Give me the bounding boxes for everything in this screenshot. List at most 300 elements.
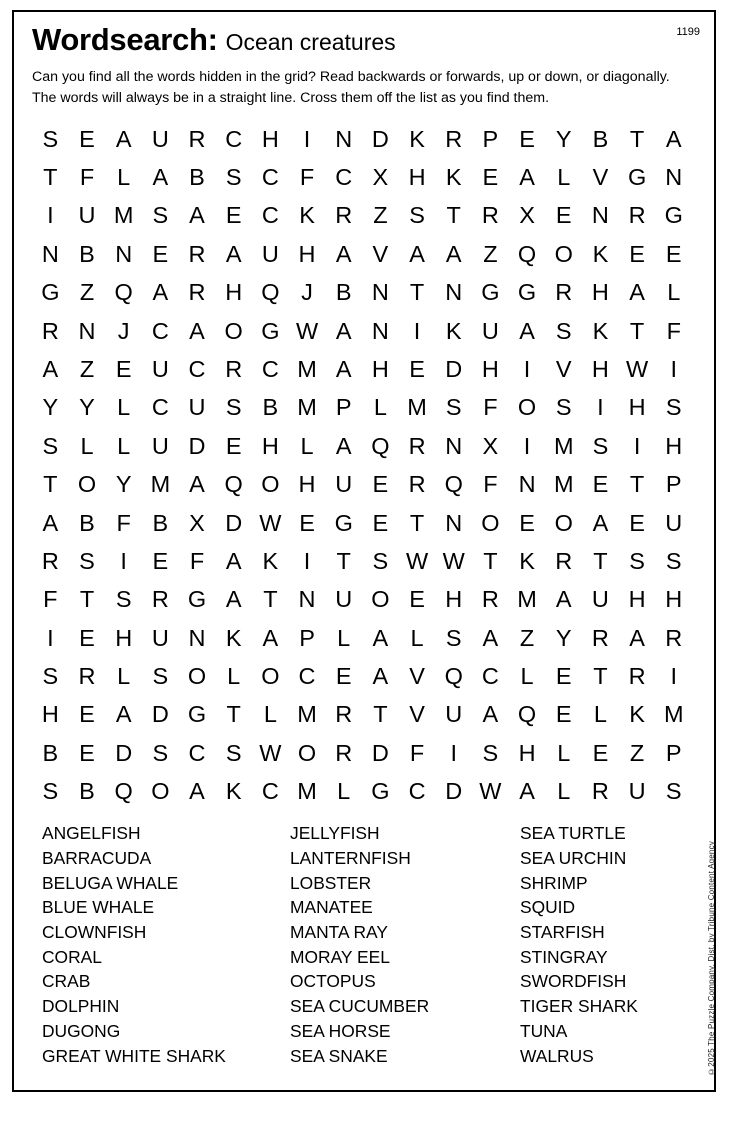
grid-cell[interactable]: E bbox=[665, 240, 682, 267]
grid-cell[interactable]: N bbox=[591, 202, 609, 229]
grid-cell[interactable]: U bbox=[628, 778, 646, 805]
grid-cell[interactable]: T bbox=[43, 164, 58, 191]
grid-cell[interactable]: I bbox=[47, 202, 54, 229]
grid-cell[interactable]: Y bbox=[79, 394, 95, 421]
grid-cell[interactable]: R bbox=[481, 586, 499, 613]
grid-cell[interactable]: S bbox=[79, 547, 95, 574]
grid-cell[interactable]: I bbox=[523, 355, 531, 382]
grid-cell[interactable]: C bbox=[408, 778, 426, 805]
grid-cell[interactable]: T bbox=[629, 471, 645, 498]
word-list-item[interactable]: DOLPHIN bbox=[42, 996, 120, 1017]
grid-cell[interactable]: N bbox=[371, 279, 389, 306]
grid-cell[interactable]: A bbox=[189, 778, 205, 805]
grid-cell[interactable]: L bbox=[117, 663, 131, 690]
word-list-item[interactable]: TIGER SHARK bbox=[520, 996, 638, 1017]
grid-cell[interactable]: A bbox=[592, 509, 609, 536]
grid-cell[interactable]: V bbox=[409, 701, 425, 728]
grid-cell[interactable]: K bbox=[592, 317, 609, 344]
grid-cell[interactable]: E bbox=[152, 547, 169, 574]
grid-cell[interactable]: G bbox=[187, 701, 207, 728]
grid-cell[interactable]: S bbox=[152, 663, 169, 690]
word-list-item[interactable]: SHRIMP bbox=[520, 872, 588, 893]
word-list-item[interactable]: MANATEE bbox=[290, 897, 373, 918]
grid-cell[interactable]: L bbox=[337, 778, 351, 805]
grid-cell[interactable]: A bbox=[225, 586, 242, 613]
grid-cell[interactable]: O bbox=[554, 509, 573, 536]
grid-cell[interactable]: R bbox=[408, 432, 426, 459]
grid-cell[interactable]: R bbox=[408, 471, 426, 498]
grid-cell[interactable]: L bbox=[667, 279, 681, 306]
grid-cell[interactable]: H bbox=[665, 432, 683, 459]
grid-cell[interactable]: B bbox=[189, 164, 205, 191]
grid-cell[interactable]: W bbox=[295, 317, 319, 344]
grid-cell[interactable]: Q bbox=[517, 701, 537, 728]
grid-cell[interactable]: A bbox=[519, 164, 535, 191]
grid-cell[interactable]: L bbox=[227, 663, 241, 690]
grid-cell[interactable]: C bbox=[481, 663, 499, 690]
grid-cell[interactable]: T bbox=[43, 471, 58, 498]
grid-cell[interactable]: S bbox=[115, 586, 132, 613]
grid-cell[interactable]: S bbox=[42, 663, 59, 690]
grid-cell[interactable]: M bbox=[553, 432, 574, 459]
grid-cell[interactable]: R bbox=[481, 202, 499, 229]
grid-cell[interactable]: D bbox=[445, 355, 463, 382]
word-list-item[interactable]: MANTA RAY bbox=[290, 922, 388, 943]
grid-cell[interactable]: E bbox=[152, 240, 169, 267]
grid-cell[interactable]: I bbox=[633, 432, 641, 459]
grid-cell[interactable]: Q bbox=[114, 778, 133, 805]
grid-cell[interactable]: U bbox=[445, 701, 463, 728]
grid-cell[interactable]: F bbox=[483, 394, 498, 421]
word-list-item[interactable]: DUGONG bbox=[42, 1020, 121, 1041]
grid-cell[interactable]: E bbox=[629, 240, 645, 267]
grid-cell[interactable]: T bbox=[409, 509, 425, 536]
grid-cell[interactable]: J bbox=[301, 279, 313, 306]
grid-cell[interactable]: A bbox=[372, 624, 389, 651]
grid-cell[interactable]: A bbox=[482, 624, 499, 651]
grid-cell[interactable]: T bbox=[629, 317, 645, 344]
grid-cell[interactable]: B bbox=[262, 394, 279, 421]
grid-cell[interactable]: P bbox=[335, 394, 352, 421]
grid-cell[interactable]: R bbox=[445, 125, 463, 152]
grid-cell[interactable]: R bbox=[555, 547, 573, 574]
word-list-item[interactable]: OCTOPUS bbox=[290, 971, 376, 992]
grid-cell[interactable]: S bbox=[152, 202, 169, 229]
grid-cell[interactable]: H bbox=[481, 355, 499, 382]
grid-cell[interactable]: L bbox=[117, 164, 131, 191]
grid-cell[interactable]: K bbox=[629, 701, 645, 728]
grid-cell[interactable]: E bbox=[372, 471, 389, 498]
grid-cell[interactable]: E bbox=[79, 739, 95, 766]
grid-cell[interactable]: E bbox=[299, 509, 315, 536]
grid-cell[interactable]: A bbox=[189, 471, 205, 498]
grid-cell[interactable]: P bbox=[665, 739, 682, 766]
grid-cell[interactable]: W bbox=[259, 739, 282, 766]
grid-cell[interactable]: E bbox=[519, 125, 535, 152]
grid-cell[interactable]: A bbox=[225, 240, 242, 267]
grid-cell[interactable]: E bbox=[409, 355, 425, 382]
grid-cell[interactable]: H bbox=[445, 586, 463, 613]
grid-cell[interactable]: Z bbox=[519, 624, 535, 651]
grid-cell[interactable]: H bbox=[298, 471, 316, 498]
word-list-item[interactable]: STINGRAY bbox=[520, 946, 608, 967]
grid-cell[interactable]: S bbox=[225, 394, 242, 421]
grid-cell[interactable]: C bbox=[188, 739, 206, 766]
grid-cell[interactable]: A bbox=[335, 317, 352, 344]
grid-cell[interactable]: E bbox=[79, 701, 95, 728]
grid-cell[interactable]: R bbox=[591, 778, 609, 805]
grid-cell[interactable]: S bbox=[665, 778, 682, 805]
grid-cell[interactable]: S bbox=[592, 432, 609, 459]
grid-cell[interactable]: V bbox=[592, 164, 609, 191]
grid-cell[interactable]: A bbox=[42, 355, 59, 382]
grid-cell[interactable]: B bbox=[79, 509, 95, 536]
grid-cell[interactable]: F bbox=[79, 164, 95, 191]
word-list-item[interactable]: LANTERNFISH bbox=[290, 847, 411, 868]
grid-cell[interactable]: B bbox=[79, 778, 95, 805]
grid-cell[interactable]: S bbox=[42, 125, 59, 152]
grid-cell[interactable]: H bbox=[628, 586, 646, 613]
grid-cell[interactable]: A bbox=[335, 240, 352, 267]
word-list-item[interactable]: ANGELFISH bbox=[42, 823, 141, 844]
grid-cell[interactable]: U bbox=[481, 317, 499, 344]
grid-cell[interactable]: E bbox=[482, 164, 499, 191]
grid-cell[interactable]: C bbox=[261, 355, 279, 382]
grid-cell[interactable]: P bbox=[482, 125, 499, 152]
grid-cell[interactable]: G bbox=[41, 279, 60, 306]
grid-cell[interactable]: Q bbox=[371, 432, 390, 459]
grid-cell[interactable]: Q bbox=[261, 279, 280, 306]
grid-cell[interactable]: U bbox=[591, 586, 609, 613]
grid-cell[interactable]: E bbox=[555, 202, 572, 229]
grid-cell[interactable]: K bbox=[299, 202, 315, 229]
grid-cell[interactable]: X bbox=[189, 509, 205, 536]
grid-cell[interactable]: E bbox=[372, 509, 389, 536]
grid-cell[interactable]: H bbox=[591, 355, 609, 382]
grid-cell[interactable]: S bbox=[445, 624, 462, 651]
grid-cell[interactable]: H bbox=[408, 164, 426, 191]
grid-cell[interactable]: T bbox=[483, 547, 498, 574]
grid-cell[interactable]: S bbox=[665, 547, 682, 574]
grid-cell[interactable]: E bbox=[115, 355, 132, 382]
grid-cell[interactable]: N bbox=[371, 317, 389, 344]
word-list-item[interactable]: SEA CUCUMBER bbox=[290, 996, 430, 1017]
grid-cell[interactable]: X bbox=[372, 164, 389, 191]
grid-cell[interactable]: D bbox=[115, 739, 133, 766]
grid-cell[interactable]: M bbox=[553, 471, 574, 498]
grid-cell[interactable]: U bbox=[188, 394, 206, 421]
grid-cell[interactable]: Q bbox=[444, 471, 463, 498]
grid-cell[interactable]: T bbox=[409, 279, 425, 306]
grid-cell[interactable]: K bbox=[445, 164, 462, 191]
grid-cell[interactable]: H bbox=[225, 279, 243, 306]
grid-cell[interactable]: B bbox=[152, 509, 169, 536]
grid-cell[interactable]: R bbox=[665, 624, 683, 651]
grid-cell[interactable]: M bbox=[663, 701, 684, 728]
grid-cell[interactable]: W bbox=[442, 547, 465, 574]
grid-cell[interactable]: H bbox=[371, 355, 389, 382]
grid-cell[interactable]: M bbox=[407, 394, 427, 421]
grid-cell[interactable]: Y bbox=[42, 394, 59, 421]
word-list-item[interactable]: MORAY EEL bbox=[290, 946, 390, 967]
word-list-item[interactable]: LOBSTER bbox=[290, 872, 372, 893]
grid-cell[interactable]: G bbox=[664, 202, 683, 229]
grid-cell[interactable]: I bbox=[303, 547, 311, 574]
grid-cell[interactable]: E bbox=[335, 663, 352, 690]
grid-cell[interactable]: F bbox=[299, 164, 315, 191]
grid-cell[interactable]: R bbox=[335, 202, 353, 229]
grid-cell[interactable]: Z bbox=[79, 355, 95, 382]
grid-cell[interactable]: E bbox=[629, 509, 645, 536]
grid-cell[interactable]: N bbox=[445, 509, 463, 536]
word-list-item[interactable]: BELUGA WHALE bbox=[42, 872, 179, 893]
grid-cell[interactable]: W bbox=[405, 547, 429, 574]
grid-cell[interactable]: S bbox=[225, 739, 242, 766]
grid-cell[interactable]: A bbox=[629, 279, 645, 306]
grid-cell[interactable]: L bbox=[557, 164, 571, 191]
grid-cell[interactable]: U bbox=[78, 202, 96, 229]
grid-cell[interactable]: Q bbox=[114, 279, 133, 306]
grid-cell[interactable]: C bbox=[298, 663, 316, 690]
grid-cell[interactable]: M bbox=[297, 394, 317, 421]
grid-cell[interactable]: G bbox=[261, 317, 280, 344]
grid-cell[interactable]: M bbox=[113, 202, 134, 229]
grid-cell[interactable]: G bbox=[517, 279, 537, 306]
grid-cell[interactable]: E bbox=[592, 471, 609, 498]
word-list-item[interactable]: SEA TURTLE bbox=[520, 823, 626, 844]
grid-cell[interactable]: A bbox=[372, 663, 389, 690]
grid-cell[interactable]: A bbox=[42, 509, 59, 536]
grid-cell[interactable]: C bbox=[151, 317, 169, 344]
grid-cell[interactable]: L bbox=[593, 701, 607, 728]
word-list-item[interactable]: CRAB bbox=[42, 971, 91, 992]
grid-cell[interactable]: H bbox=[298, 240, 316, 267]
grid-cell[interactable]: A bbox=[152, 164, 169, 191]
grid-cell[interactable]: U bbox=[151, 432, 169, 459]
grid-cell[interactable]: G bbox=[481, 279, 500, 306]
grid-cell[interactable]: O bbox=[554, 240, 573, 267]
grid-cell[interactable]: D bbox=[371, 739, 389, 766]
letter-grid[interactable] bbox=[32, 120, 692, 811]
grid-cell[interactable]: N bbox=[445, 432, 463, 459]
grid-cell[interactable]: R bbox=[225, 355, 243, 382]
grid-cell[interactable]: A bbox=[519, 317, 535, 344]
grid-cell[interactable]: A bbox=[189, 202, 205, 229]
grid-cell[interactable]: Z bbox=[483, 240, 498, 267]
grid-cell[interactable]: R bbox=[188, 240, 206, 267]
grid-cell[interactable]: T bbox=[593, 663, 608, 690]
grid-cell[interactable]: Z bbox=[373, 202, 388, 229]
grid-cell[interactable]: C bbox=[261, 202, 279, 229]
grid-cell[interactable]: K bbox=[262, 547, 279, 574]
grid-cell[interactable]: U bbox=[335, 586, 353, 613]
grid-cell[interactable]: X bbox=[519, 202, 535, 229]
grid-cell[interactable]: L bbox=[557, 778, 571, 805]
grid-cell[interactable]: O bbox=[261, 663, 280, 690]
grid-cell[interactable]: V bbox=[372, 240, 389, 267]
grid-cell[interactable]: O bbox=[187, 663, 207, 690]
grid-cell[interactable]: J bbox=[117, 317, 130, 344]
grid-cell[interactable]: S bbox=[555, 394, 572, 421]
grid-cell[interactable]: L bbox=[557, 739, 571, 766]
grid-cell[interactable]: A bbox=[115, 125, 132, 152]
grid-cell[interactable]: C bbox=[335, 164, 353, 191]
grid-cell[interactable]: I bbox=[413, 317, 421, 344]
word-list-item[interactable]: SWORDFISH bbox=[520, 971, 627, 992]
grid-cell[interactable]: E bbox=[555, 663, 572, 690]
grid-cell[interactable]: I bbox=[303, 125, 311, 152]
grid-cell[interactable]: N bbox=[665, 164, 683, 191]
grid-cell[interactable]: S bbox=[42, 778, 59, 805]
grid-cell[interactable]: U bbox=[151, 125, 169, 152]
grid-cell[interactable]: G bbox=[187, 586, 207, 613]
grid-cell[interactable]: F bbox=[116, 509, 131, 536]
grid-cell[interactable]: L bbox=[80, 432, 94, 459]
grid-cell[interactable]: Y bbox=[555, 624, 572, 651]
grid-cell[interactable]: S bbox=[555, 317, 572, 344]
grid-cell[interactable]: L bbox=[373, 394, 387, 421]
grid-cell[interactable]: I bbox=[523, 432, 531, 459]
grid-cell[interactable]: E bbox=[225, 432, 242, 459]
grid-cell[interactable]: H bbox=[115, 624, 133, 651]
grid-cell[interactable]: H bbox=[261, 432, 279, 459]
grid-cell[interactable]: T bbox=[446, 202, 461, 229]
word-list-item[interactable]: CLOWNFISH bbox=[42, 922, 147, 943]
grid-cell[interactable]: U bbox=[261, 240, 279, 267]
grid-cell[interactable]: E bbox=[519, 509, 535, 536]
grid-cell[interactable]: R bbox=[41, 317, 59, 344]
word-list-item[interactable]: JELLYFISH bbox=[290, 823, 380, 844]
grid-cell[interactable]: S bbox=[225, 164, 242, 191]
grid-cell[interactable]: H bbox=[41, 701, 59, 728]
grid-cell[interactable]: F bbox=[189, 547, 205, 574]
grid-cell[interactable]: Z bbox=[79, 279, 95, 306]
grid-cell[interactable]: A bbox=[262, 624, 279, 651]
grid-cell[interactable]: P bbox=[665, 471, 682, 498]
grid-cell[interactable]: C bbox=[225, 125, 243, 152]
grid-cell[interactable]: R bbox=[628, 202, 646, 229]
grid-cell[interactable]: O bbox=[224, 317, 243, 344]
grid-cell[interactable]: V bbox=[555, 355, 572, 382]
word-list-item[interactable]: WALRUS bbox=[520, 1045, 594, 1066]
grid-cell[interactable]: T bbox=[593, 547, 608, 574]
grid-cell[interactable]: K bbox=[519, 547, 535, 574]
word-list-item[interactable]: CORAL bbox=[42, 946, 102, 967]
word-list-item[interactable]: SEA SNAKE bbox=[290, 1045, 388, 1066]
grid-cell[interactable]: W bbox=[625, 355, 649, 382]
grid-cell[interactable]: R bbox=[628, 663, 646, 690]
grid-cell[interactable]: E bbox=[409, 586, 425, 613]
grid-cell[interactable]: S bbox=[372, 547, 389, 574]
grid-cell[interactable]: O bbox=[151, 778, 170, 805]
grid-cell[interactable]: A bbox=[445, 240, 462, 267]
grid-cell[interactable]: Y bbox=[555, 125, 572, 152]
word-list-item[interactable]: SEA HORSE bbox=[290, 1020, 391, 1041]
grid-cell[interactable]: A bbox=[115, 701, 132, 728]
grid-cell[interactable]: S bbox=[42, 432, 59, 459]
grid-cell[interactable]: T bbox=[629, 125, 645, 152]
grid-cell[interactable]: N bbox=[518, 471, 536, 498]
grid-cell[interactable]: T bbox=[79, 586, 95, 613]
grid-cell[interactable]: T bbox=[226, 701, 241, 728]
grid-cell[interactable]: A bbox=[519, 778, 535, 805]
grid-cell[interactable]: U bbox=[151, 624, 169, 651]
grid-cell[interactable]: G bbox=[627, 164, 647, 191]
grid-cell[interactable]: N bbox=[335, 125, 353, 152]
grid-cell[interactable]: R bbox=[41, 547, 59, 574]
grid-cell[interactable]: L bbox=[117, 394, 131, 421]
grid-cell[interactable]: S bbox=[665, 394, 682, 421]
grid-cell[interactable]: S bbox=[482, 739, 499, 766]
grid-cell[interactable]: R bbox=[78, 663, 96, 690]
grid-cell[interactable]: C bbox=[261, 164, 279, 191]
grid-cell[interactable]: M bbox=[297, 355, 317, 382]
grid-cell[interactable]: F bbox=[666, 317, 681, 344]
grid-cell[interactable]: E bbox=[79, 624, 95, 651]
word-list-item[interactable]: BLUE WHALE bbox=[42, 897, 155, 918]
grid-cell[interactable]: H bbox=[261, 125, 279, 152]
grid-cell[interactable]: I bbox=[597, 394, 604, 421]
grid-cell[interactable]: V bbox=[409, 663, 425, 690]
grid-cell[interactable]: R bbox=[335, 739, 353, 766]
word-list-item[interactable]: GREAT WHITE SHARK bbox=[42, 1045, 226, 1066]
grid-cell[interactable]: E bbox=[225, 202, 242, 229]
grid-cell[interactable]: O bbox=[371, 586, 390, 613]
word-list-item[interactable]: SEA URCHIN bbox=[520, 847, 627, 868]
grid-cell[interactable]: D bbox=[151, 701, 169, 728]
grid-cell[interactable]: B bbox=[42, 739, 59, 766]
grid-cell[interactable]: L bbox=[263, 701, 277, 728]
grid-cell[interactable]: Z bbox=[629, 739, 645, 766]
grid-cell[interactable]: H bbox=[665, 586, 683, 613]
grid-cell[interactable]: A bbox=[225, 547, 242, 574]
grid-cell[interactable]: O bbox=[77, 471, 97, 498]
grid-cell[interactable]: O bbox=[297, 739, 317, 766]
grid-cell[interactable]: A bbox=[665, 125, 682, 152]
grid-cell[interactable]: S bbox=[152, 739, 169, 766]
grid-cell[interactable]: N bbox=[41, 240, 59, 267]
grid-cell[interactable]: S bbox=[445, 394, 462, 421]
grid-cell[interactable]: T bbox=[263, 586, 278, 613]
grid-cell[interactable]: A bbox=[555, 586, 572, 613]
grid-cell[interactable]: M bbox=[517, 586, 537, 613]
grid-cell[interactable]: I bbox=[670, 355, 678, 382]
grid-cell[interactable]: E bbox=[79, 125, 95, 152]
word-list-item[interactable]: SQUID bbox=[520, 897, 576, 918]
grid-cell[interactable]: N bbox=[188, 624, 206, 651]
grid-cell[interactable]: F bbox=[409, 739, 425, 766]
grid-cell[interactable]: H bbox=[628, 394, 646, 421]
word-list-item[interactable]: BARRACUDA bbox=[42, 847, 152, 868]
grid-cell[interactable]: D bbox=[188, 432, 206, 459]
grid-cell[interactable]: D bbox=[371, 125, 389, 152]
grid-cell[interactable]: M bbox=[150, 471, 171, 498]
grid-cell[interactable]: K bbox=[445, 317, 462, 344]
grid-cell[interactable]: N bbox=[78, 317, 96, 344]
grid-cell[interactable]: K bbox=[592, 240, 609, 267]
grid-cell[interactable]: L bbox=[337, 624, 351, 651]
grid-cell[interactable]: W bbox=[479, 778, 502, 805]
grid-cell[interactable]: R bbox=[151, 586, 169, 613]
grid-cell[interactable]: B bbox=[592, 125, 609, 152]
grid-cell[interactable]: U bbox=[665, 509, 683, 536]
grid-cell[interactable]: R bbox=[555, 279, 573, 306]
grid-cell[interactable]: I bbox=[120, 547, 127, 574]
grid-cell[interactable]: P bbox=[299, 624, 315, 651]
grid-cell[interactable]: K bbox=[225, 778, 242, 805]
grid-cell[interactable]: O bbox=[481, 509, 500, 536]
grid-cell[interactable]: B bbox=[79, 240, 95, 267]
